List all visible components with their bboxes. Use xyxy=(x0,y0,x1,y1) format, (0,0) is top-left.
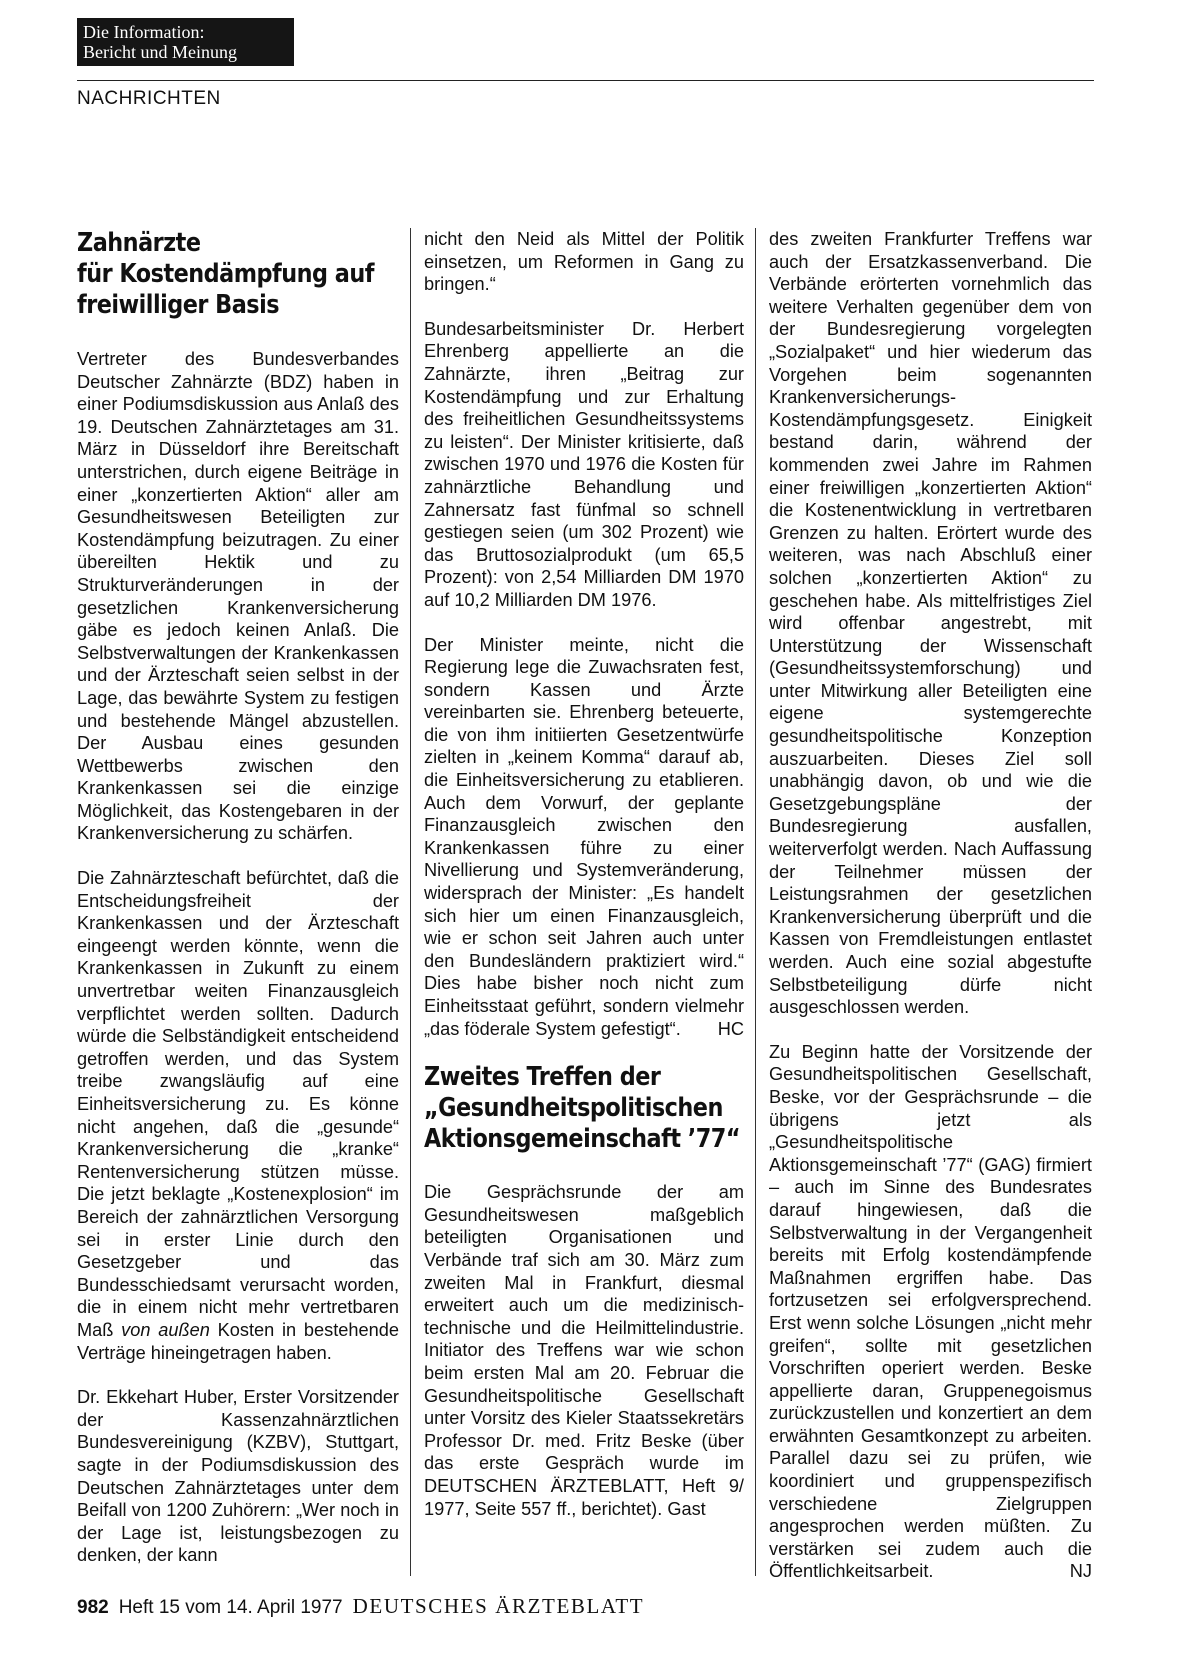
article2-paragraph: Zu Beginn hatte der Vorsitzende der Gesundheitspolitischen Gesellschaft, Beske, vor der Gesprächsrunde – die übrigens jetzt als „Gesundheitspolitische Aktionsgemeinschaft ’77“ (GAG) firmiert – auch im Sinne des Bundesrates darauf hingewiesen, daß die Selbstverwaltung in der Vergangenheit bereits mit Erfolg kostendämpfende Maßnahmen ergriffen habe. Das fortzusetzen sei erfolgversprechend. Erst wenn solche Lösungen „nicht mehr greifen“, sollte mit gesetzlichen Vorschriften operiert werden. Beske appellierte daran, Gruppenegoismus zurückzustellen und konzertiert an dem erwähnten Gesamtkonzept zu arbeiten. Parallel dazu sei zu prüfen, wie koordiniert und gruppenspezifisch verschiedene Zielgruppen angesprochen werden müßten. Zu verstärken sei zudem auch die Öffentlichkeitsarbeit. NJ xyxy=(769,1041,1092,1582)
article1-paragraph: Vertreter des Bundesverbandes Deutscher Zahnärzte (BDZ) haben in einer Podiumsdiskussion aus Anlaß des 19. Deutschen Zahnärztetages am 31. März in Düsseldorf ihre Bereitschaft unterstrichen, durch eigene Beiträge in einer „konzertierten Aktion“ aller am Gesundheitswesen Beteiligten zur Kostendämpfung beizutragen. Zu einer übereilten Hektik und zu Strukturveränderungen in der gesetzlichen Krankenversicherung gäbe es jedoch keinen Anlaß. Die Selbstverwaltungen der Krankenkassen und der Ärzteschaft seien selbst in der Lage, das bewährte System zu festigen und bestehende Mängel abzustellen. Der Ausbau eines gesunden Wettbewerbs zwischen den Krankenkassen sei die einzige Möglichkeit, das Kostengebaren in der Krankenversicherung zu schärfen. xyxy=(77,349,399,844)
rubric-line-2: Bericht und Meinung xyxy=(83,42,237,62)
header-rule xyxy=(77,80,1094,81)
page-number: 982 xyxy=(77,1597,109,1618)
issue-info: Heft 15 vom 14. April 1977 xyxy=(118,1597,343,1618)
magazine-name: DEUTSCHES ÄRZTEBLATT xyxy=(352,1594,645,1618)
author-signature: NJ xyxy=(1069,1561,1092,1582)
rubric-line-1: Die Information: xyxy=(83,22,205,42)
column-2 xyxy=(424,228,744,1542)
section-label: NACHRICHTEN xyxy=(77,88,221,109)
article1-paragraph: Der Minister meinte, nicht die Regierung lege die Zuwachsraten fest, sondern Kassen und Ärzte vereinbarten sie. Ehrenberg beteuerte, die von ihm initiierten Gesetzentwürfe zielten in „keinem Komma“ darauf ab, die Einheitsversicherung zu etablieren. Auch dem Vorwurf, der geplante Finanzausgleich zwischen den Krankenkassen führe zu einer Nivellierung und Systemveränderung, widersprach der Minister: „Es handelt sich hier um einen Finanzausgleich, wie er schon seit Jahren auch unter den Bundesländern praktiziert wird.“ Dies habe bisher noch nicht zum Einheitsstaat geführt, sondern vielmehr „das föderale System gefestigt“. HC xyxy=(424,634,744,1039)
page-footer xyxy=(77,1594,644,1619)
column-divider-2 xyxy=(755,228,756,1576)
emphasis: von außen xyxy=(121,1319,210,1340)
article1-paragraph: Dr. Ekkehart Huber, Erster Vorsitzender der Kassenzahnärztlichen Bundesvereinigung (KZBV), Stuttgart, sagte in der Podiumsdiskussion des Deutschen Zahnärztetages unter dem Beifall von 1200 Zuhörern: „Wer noch in der Lage ist, leistungsbezogen zu denken, der kann xyxy=(77,1387,399,1566)
article1-headline: Zahnärzte für Kostendämpfung auf freiwilliger Basis xyxy=(77,228,374,320)
author-signature: HC xyxy=(717,1018,744,1039)
article1-paragraph: Bundesarbeitsminister Dr. Herbert Ehrenberg appellierte an die Zahnärzte, ihren „Beitrag zur Kostendämpfung und zur Erhaltung des freiheitlichen Gesundheitssystems zu leisten“. Der Minister kritisierte, daß zwischen 1970 und 1976 die Kosten für zahnärztliche Behandlung und Zahnersatz fast fünfmal so schnell gestiegen seien (um 302 Prozent) wie das Bruttosozialprodukt (um 65,5 Prozent): von 2,54 Milliarden DM 1970 auf 10,2 Milliarden DM 1976. xyxy=(424,318,744,610)
column-3 xyxy=(769,228,1092,1605)
column-1 xyxy=(77,228,399,1589)
article2-paragraph: des zweiten Frankfurter Treffens war auch der Ersatzkassenverband. Die Verbände erörterten vornehmlich das weitere Verhalten gegenüber dem von der Bundesregierung vorgelegten „Sozialpaket“ und hier wiederum das Vorgehen beim sogenannten Krankenversicherungs-Kostendämpfungsgesetz. Einigkeit bestand darin, während der kommenden zwei Jahre im Rahmen einer freiwilligen „konzertierten Aktion“ die Kostenentwicklung in vertretbaren Grenzen zu halten. Erörtert wurde des weiteren, was nach Abschluß einer solchen „konzertierten Aktion“ zu geschehen habe. Als mittelfristiges Ziel wird offenbar angestrebt, mit Unterstützung der Wissenschaft (Gesundheitssystemforschung) und unter Mitwirkung aller Beteiligten eine eigene systemgerechte gesundheitspolitische Konzeption auszuarbeiten. Dieses Ziel soll unabhängig davon, ob und wie die Gesetzgebungspläne der Bundesregierung ausfallen, weiterverfolgt werden. Nach Auffassung der Teilnehmer müssen der Leistungsrahmen der gesetzlichen Krankenversicherung überprüft und die Kassen von Fremdleistungen entlastet werden. Auch eine sozial abgestufte Selbstbeteiligung dürfe nicht ausgeschlossen werden. xyxy=(769,229,1092,1018)
article2-headline: Zweites Treffen der „Gesundheitspolitischen Aktionsgemeinschaft ’77“ xyxy=(424,1062,741,1155)
rubric-badge xyxy=(77,18,294,66)
article1-paragraph: Die Zahnärzteschaft befürchtet, daß die Entscheidungsfreiheit der Krankenkassen und der Ärzteschaft eingeengt werden könnte, wenn die Krankenkassen in Zukunft zu einem unvertretbar weiten Finanzausgleich verpflichtet werden sollten. Dadurch würde die Selbständigkeit entscheidend getroffen werden, und das System treibe zwangsläufig auf eine Einheitsversicherung zu. Es könne nicht angehen, daß die „gesunde“ Krankenversicherung die „kranke“ Rentenversicherung stützen müsse. Die jetzt beklagte „Kostenexplosion“ im Bereich der zahnärztlichen Versorgung sei in erster Linie durch den Gesetzgeber und das Bundesschiedsamt verursacht worden, die in einem nicht mehr vertretbaren Maß von außen Kosten in bestehende Verträge hineingetragen haben. xyxy=(77,868,399,1363)
article1-paragraph: nicht den Neid als Mittel der Politik einsetzen, um Reformen in Gang zu bringen.“ xyxy=(424,229,744,295)
article2-paragraph: Die Gesprächsrunde der am Gesundheitswesen maßgeblich beteiligten Organisationen und Verbände traf sich am 30. März zum zweiten Mal in Frankfurt, diesmal erweitert auch um die medizinisch-technische und die Heilmittelindustrie. Initiator des Treffens war wie schon beim ersten Mal am 20. Februar die Gesundheitspolitische Gesellschaft unter Vorsitz des Kieler Staatssekretärs Professor Dr. med. Fritz Beske (über das erste Gespräch wurde im DEUTSCHEN ÄRZTEBLATT, Heft 9/ 1977, Seite 557 ff., berichtet). Gast xyxy=(424,1182,744,1519)
column-divider-1 xyxy=(410,228,411,1576)
